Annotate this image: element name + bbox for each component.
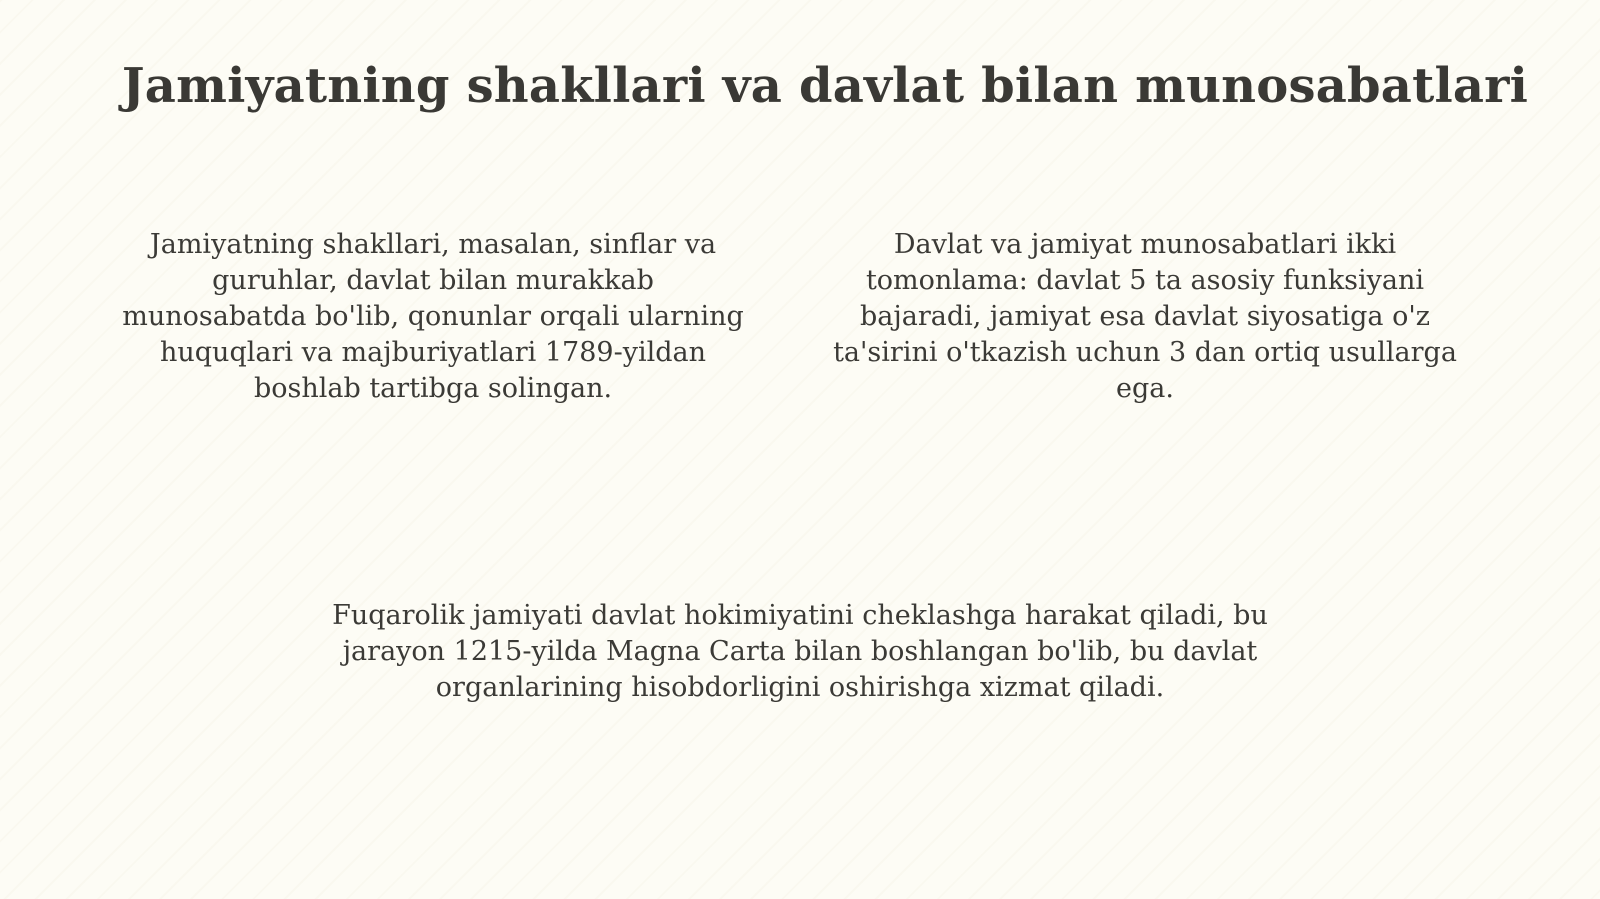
left-paragraph: Jamiyatning shakllari, masalan, sinflar va guruhlar, davlat bilan murakkab munosabatda bo'lib, qonunlar orqali ularning huquqlari va majburiyatlari 1789-yildan boshlab tartibga solingan. <box>122 229 744 404</box>
slide-title: Jamiyatning shakllari va davlat bilan munosabatlari <box>121 58 1529 114</box>
right-paragraph: Davlat va jamiyat munosabatlari ikki tomonlama: davlat 5 ta asosiy funksiyani bajaradi, jamiyat esa davlat siyosatiga o'z ta'sirini o'tkazish uchun 3 dan ortiq usullarga ega. <box>833 229 1457 404</box>
bottom-paragraph: Fuqarolik jamiyati davlat hokimiyatini cheklashga harakat qiladi, bu jarayon 1215-yilda Magna Carta bilan boshlangan bo'lib, bu davlat organlarining hisobdorligini oshirishga xizmat qiladi. <box>332 600 1268 703</box>
